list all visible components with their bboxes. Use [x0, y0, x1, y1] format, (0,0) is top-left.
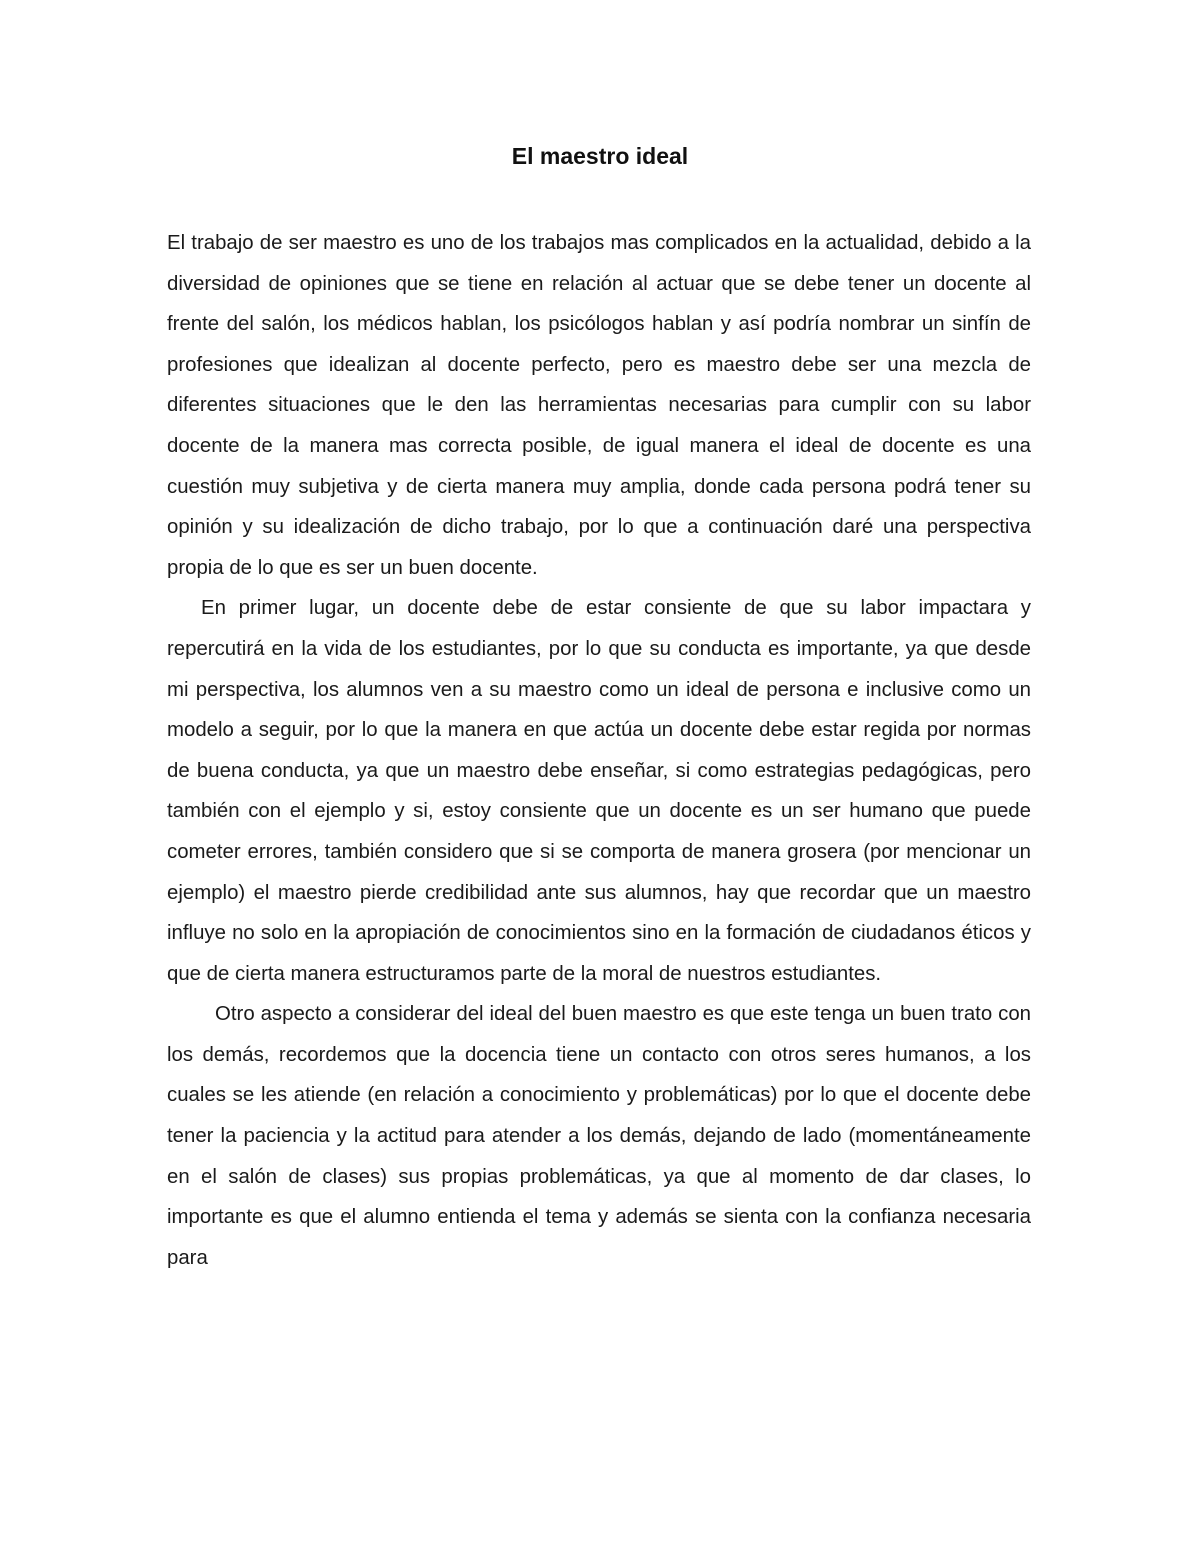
paragraph-3: Otro aspecto a considerar del ideal del buen maestro es que este tenga un buen trato con los demás, recordemos que la docencia tiene un contacto con otros seres humanos, a los cuales se les atiende (en relación a conocimiento y problemáticas) por lo que el docente debe tener la paciencia y la actitud para atender a los demás, dejando de lado (momentáneamente en el salón de clases) sus propias problemáticas, ya que al momento de dar clases, lo importante es que el alumno entienda el tema y además se sienta con la confianza necesaria para — [167, 1003, 1031, 1269]
paragraph-2: En primer lugar, un docente debe de estar consiente de que su labor impactara y repercutirá en la vida de los estudiantes, por lo que su conducta es importante, ya que desde mi perspectiva, los alumnos ven a su maestro como un ideal de persona e inclusive como un modelo a seguir, por lo que la manera en que actúa un docente debe estar regida por normas de buena conducta, ya que un maestro debe enseñar, si como estrategias pedagógicas, pero también con el ejemplo y si, estoy consiente que un docente es un ser humano que puede cometer errores, también considero que si se comporta de manera grosera (por mencionar un ejemplo) el maestro pierde credibilidad ante sus alumnos, hay que recordar que un maestro influye no solo en la apropiación de conocimientos sino en la formación de ciudadanos éticos y que de cierta manera estructuramos parte de la moral de nuestros estudiantes. — [167, 597, 1031, 985]
paragraph-1: El trabajo de ser maestro es uno de los trabajos mas complicados en la actualidad, debido a la diversidad de opiniones que se tiene en relación al actuar que se debe tener un docente al frente del salón, los médicos hablan, los psicólogos hablan y así podría nombrar un sinfín de profesiones que idealizan al docente perfecto, pero es maestro debe ser una mezcla de diferentes situaciones que le den las herramientas necesarias para cumplir con su labor docente de la manera mas correcta posible, de igual manera el ideal de docente es una cuestión muy subjetiva y de cierta manera muy amplia, donde cada persona podrá tener su opinión y su idealización de dicho trabajo, por lo que a continuación daré una perspectiva propia de lo que es ser un buen docente. — [167, 232, 1031, 579]
document-title: El maestro ideal — [511, 143, 689, 169]
document-body — [167, 223, 1031, 1278]
